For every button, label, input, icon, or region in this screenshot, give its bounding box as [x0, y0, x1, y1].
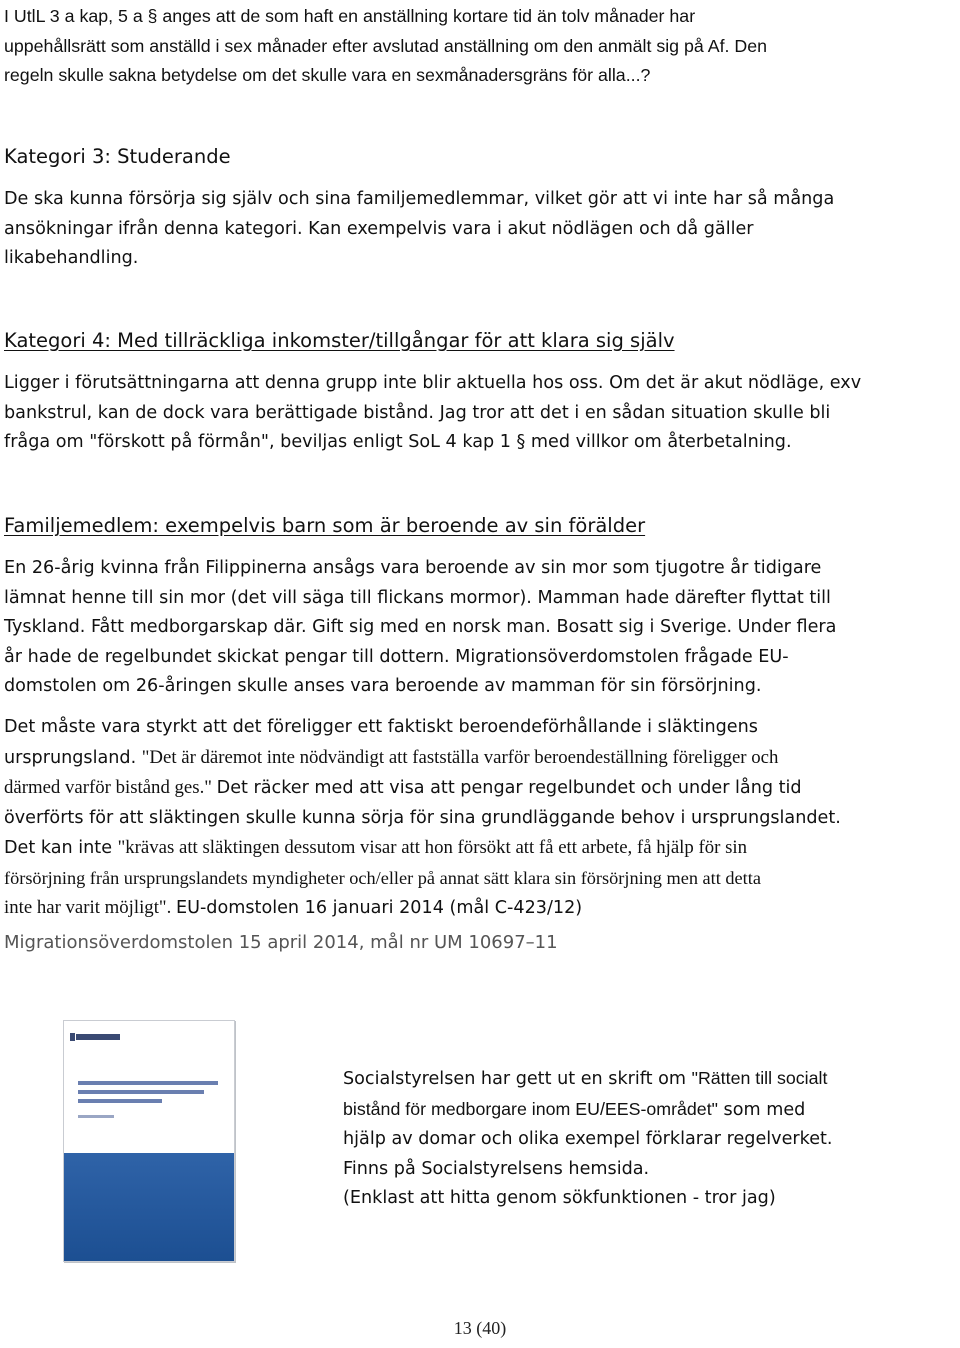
- note-line-2b: som med: [717, 1099, 806, 1120]
- section-sign-2: §: [516, 432, 526, 452]
- migrationsoverdomstolen-citation: Migrationsöverdomstolen 15 april 2014, mål nr UM 10697–11: [4, 932, 558, 953]
- socialstyrelsen-note: [343, 1064, 943, 1214]
- familjemedlem-paragraph-1: [4, 554, 956, 702]
- kategori-4-body: [4, 369, 956, 458]
- fam-p1-line-4: år hade de regelbundet skickat pengar till dottern. Migrationsöverdomstolen frågade EU-: [4, 646, 789, 667]
- fam-p2-line-6-quote: försörjning från ursprungslandets myndigheter och/eller på annat sätt klara sin försörjning men att detta: [4, 867, 761, 888]
- kategori-4-line-3a: fråga om "förskott på förmån", beviljas enligt SoL 4 kap 1: [4, 432, 511, 452]
- kategori-4-line-3b: med villkor om återbetalning.: [525, 432, 792, 452]
- kategori-3-line-1: De ska kunna försörja sig själv och sina familjemedlemmar, vilket gör att vi inte har så många: [4, 189, 835, 209]
- intro-line-2: uppehållsrätt som anställd i sex månader efter avslutad anställning om den anmält sig på Af. Den: [4, 35, 768, 56]
- fam-p1-line-2: lämnat henne till sin mor (det vill säga till flickans mormor). Mamman hade därefter flyttat till: [4, 587, 831, 608]
- familjemedlem-section: [4, 511, 956, 541]
- kategori-3-line-3: likabehandling.: [4, 248, 139, 268]
- fam-p2-line-7b-citation: EU-domstolen 16 januari 2014 (mål C-423/12): [175, 898, 583, 918]
- fam-p2-line-5a: Det kan inte: [4, 838, 118, 858]
- kategori-4-line-2: bankstrul, kan de dock vara berättigade bistånd. Jag tror att det i en sådan situation skulle bli: [4, 402, 831, 423]
- brochure-subtitle-line: [78, 1115, 114, 1118]
- page-number: 13 (40): [453, 1318, 507, 1338]
- kategori-3-heading: Kategori 3: Studerande: [4, 145, 231, 168]
- kategori-4-heading: Kategori 4: Med tillräckliga inkomster/tillgångar för att klara sig själv: [4, 329, 675, 352]
- intro-line-1b: anges att de som haft en anställning kortare tid än tolv månader har: [157, 6, 696, 26]
- socialstyrelsen-logo-icon: [76, 1034, 120, 1040]
- kategori-3-line-2: ansökningar ifrån denna kategori. Kan exempelvis vara i akut nödlägen och då gäller: [4, 218, 754, 239]
- fam-p2-line-2b-quote: "Det är däremot inte nödvändigt att fastställa varför beroendeställning föreligger och: [141, 746, 779, 768]
- note-line-4: Finns på Socialstyrelsens hemsida.: [343, 1158, 650, 1179]
- fam-p2-line-1: Det måste vara styrkt att det föreligger ett faktiskt beroendeförhållande i släktingens: [4, 717, 758, 737]
- note-line-5: (Enklast att hitta genom sökfunktionen - tror jag): [343, 1188, 776, 1208]
- fam-p1-line-3: Tyskland. Fått medborgarskap där. Gift sig med en norsk man. Bosatt sig i Sverige. Under flera: [4, 617, 837, 637]
- fam-p1-line-1: En 26-årig kvinna från Filippinerna ansågs vara beroende av sin mor som tjugotre år tidigare: [4, 558, 822, 578]
- intro-line-3: regeln skulle sakna betydelse om det skulle vara en sexmånadersgräns för alla...?: [4, 65, 651, 85]
- note-line-2a-title: bistånd för medborgare inom EU/EES-området": [343, 1098, 718, 1119]
- kategori-3-section: [4, 142, 956, 172]
- kategori-4-section: [4, 326, 956, 356]
- intro-paragraph: [4, 2, 956, 91]
- kategori-4-line-1: Ligger i förutsättningarna att denna grupp inte blir aktuella hos oss. Om det är akut nödläge, exv: [4, 373, 862, 393]
- fam-p2-line-4: överförts för att släktingen skulle kunna sörja för sina grundläggande behov i ursprungslandet.: [4, 807, 841, 828]
- brochure-blue-band: [64, 1153, 234, 1261]
- fam-p2-line-2a: ursprungsland.: [4, 747, 142, 768]
- fam-p2-line-7a-quote: inte har varit möjligt".: [4, 897, 176, 918]
- fam-p2-line-5b-quote: "krävas att släktingen dessutom visar att hon försökt att få ett arbete, få hjälp för sin: [117, 837, 747, 858]
- note-line-1a: Socialstyrelsen har gett ut en skrift om: [343, 1069, 692, 1089]
- intro-line-1: I UtlL 3 a kap, 5 a: [4, 6, 143, 26]
- section-sign: §: [147, 6, 158, 26]
- source-citation: [4, 928, 956, 958]
- brochure-title-lines: [78, 1081, 218, 1103]
- fam-p2-line-3b: Det räcker med att visa att pengar regelbundet och under lång tid: [216, 778, 802, 798]
- note-line-1b-title: "Rätten till socialt: [691, 1068, 828, 1088]
- fam-p2-line-3a-quote: därmed varför bistånd ges.": [4, 777, 217, 798]
- note-line-3: hjälp av domar och olika exempel förklarar regelverket.: [343, 1129, 833, 1149]
- kategori-3-body: [4, 185, 956, 274]
- familjemedlem-heading: Familjemedlem: exempelvis barn som är beroende av sin förälder: [4, 514, 646, 537]
- fam-p1-line-5: domstolen om 26-åringen skulle anses vara beroende av mamman för sin försörjning.: [4, 676, 762, 696]
- brochure-cover-image: [63, 1020, 235, 1262]
- familjemedlem-paragraph-2: [4, 713, 956, 924]
